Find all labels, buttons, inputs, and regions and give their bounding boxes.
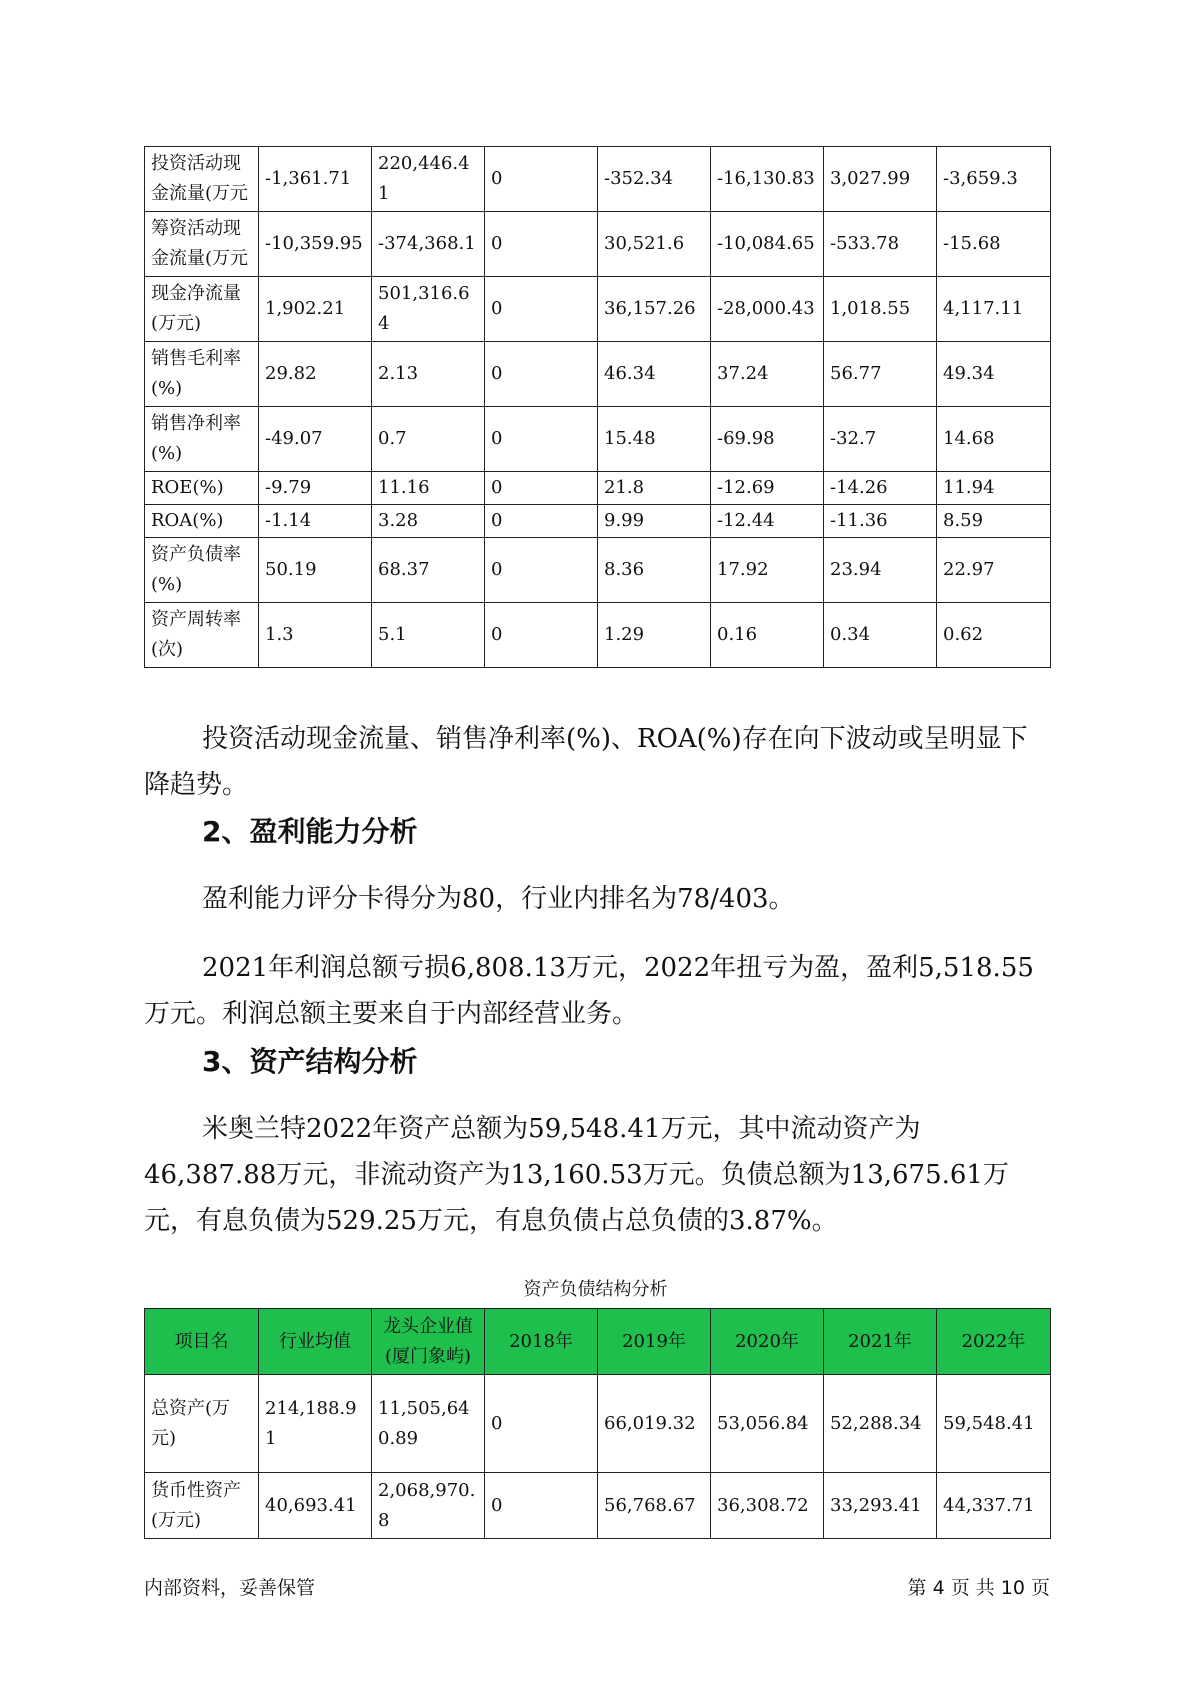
cell-2019: 46.34: [598, 342, 711, 407]
cell-2018: 0: [485, 277, 598, 342]
cell-2020: -28,000.43: [711, 277, 824, 342]
financial-indicators-table: [144, 146, 1051, 668]
cell-2020: 0.16: [711, 603, 824, 668]
table-row: [145, 212, 1051, 277]
cell-2022: 11.94: [937, 472, 1051, 505]
cell-2018: 0: [485, 538, 598, 603]
cell-industry-avg: -10,359.95: [259, 212, 372, 277]
cell-2021: -533.78: [824, 212, 937, 277]
cell-industry-avg: -49.07: [259, 407, 372, 472]
cell-2022: 59,548.41: [937, 1375, 1051, 1473]
table-row: [145, 1473, 1051, 1539]
profitability-score-paragraph: 盈利能力评分卡得分为80，行业内排名为78/403。: [202, 884, 795, 914]
cell-2019: 8.36: [598, 538, 711, 603]
cell-2021: 23.94: [824, 538, 937, 603]
header-2020: 2020年: [711, 1309, 824, 1375]
cell-2021: -11.36: [824, 505, 937, 538]
cell-leader: 11.16: [372, 472, 485, 505]
cell-2020: -16,130.83: [711, 147, 824, 212]
table-row: [145, 505, 1051, 538]
cell-2020: 17.92: [711, 538, 824, 603]
cell-2022: 14.68: [937, 407, 1051, 472]
cell-2019: 15.48: [598, 407, 711, 472]
cell-2019: 66,019.32: [598, 1375, 711, 1473]
cell-2022: 0.62: [937, 603, 1051, 668]
cell-2018: 0: [485, 147, 598, 212]
cell-2018: 0: [485, 342, 598, 407]
cell-2021: 0.34: [824, 603, 937, 668]
section-heading-profitability: 2、盈利能力分析: [202, 815, 418, 848]
table-header-row: [145, 1309, 1051, 1375]
cell-2021: -32.7: [824, 407, 937, 472]
cell-2019: 9.99: [598, 505, 711, 538]
table-row: [145, 1375, 1051, 1473]
cell-2021: 56.77: [824, 342, 937, 407]
cell-leader: 5.1: [372, 603, 485, 668]
cell-leader: 3.28: [372, 505, 485, 538]
table-row: [145, 277, 1051, 342]
table-row: [145, 147, 1051, 212]
cell-leader: -374,368.1: [372, 212, 485, 277]
header-2018: 2018年: [485, 1309, 598, 1375]
section-heading-asset-structure: 3、资产结构分析: [202, 1045, 418, 1078]
footer-page-number: 第 4 页 共 10 页: [907, 1577, 1050, 1599]
header-industry-avg: 行业均值: [259, 1309, 372, 1375]
cell-2021: 33,293.41: [824, 1473, 937, 1539]
cell-2019: 36,157.26: [598, 277, 711, 342]
cell-2020: 36,308.72: [711, 1473, 824, 1539]
cell-industry-avg: 214,188.91: [259, 1375, 372, 1473]
header-leader: 龙头企业值(厦门象屿): [372, 1309, 485, 1375]
cell-leader: 68.37: [372, 538, 485, 603]
row-label: 投资活动现金流量(万元: [145, 147, 259, 212]
cell-2018: 0: [485, 212, 598, 277]
table-row: [145, 472, 1051, 505]
table-row: [145, 603, 1051, 668]
cell-leader: 2.13: [372, 342, 485, 407]
row-label: 筹资活动现金流量(万元: [145, 212, 259, 277]
cell-2020: -12.44: [711, 505, 824, 538]
cell-2021: 1,018.55: [824, 277, 937, 342]
cell-2020: -10,084.65: [711, 212, 824, 277]
cell-2020: 37.24: [711, 342, 824, 407]
cell-2018: 0: [485, 1473, 598, 1539]
cell-industry-avg: 29.82: [259, 342, 372, 407]
cell-leader: 220,446.41: [372, 147, 485, 212]
table-caption: 资产负债结构分析: [523, 1279, 668, 1300]
row-label: 销售毛利率(%): [145, 342, 259, 407]
cell-industry-avg: -1,361.71: [259, 147, 372, 212]
cell-2019: 21.8: [598, 472, 711, 505]
cell-2018: 0: [485, 407, 598, 472]
table-row: [145, 407, 1051, 472]
profit-paragraph: 2021年利润总额亏损6,808.13万元，2022年扭亏为盈，盈利5,518.55万元。利润总额主要来自于内部经营业务。: [144, 953, 1034, 1029]
cell-2022: 4,117.11: [937, 277, 1051, 342]
cell-2018: 0: [485, 505, 598, 538]
cell-2022: 22.97: [937, 538, 1051, 603]
cell-industry-avg: -1.14: [259, 505, 372, 538]
asset-liability-table: [144, 1308, 1051, 1539]
trend-paragraph: 投资活动现金流量、销售净利率(%)、ROA(%)存在向下波动或呈明显下降趋势。: [144, 724, 1028, 800]
cell-2021: 52,288.34: [824, 1375, 937, 1473]
row-label: ROE(%): [145, 472, 259, 505]
footer-confidential: 内部资料，妥善保管: [144, 1577, 316, 1599]
cell-industry-avg: 1,902.21: [259, 277, 372, 342]
cell-2022: -3,659.3: [937, 147, 1051, 212]
cell-2022: -15.68: [937, 212, 1051, 277]
cell-leader: 2,068,970.8: [372, 1473, 485, 1539]
header-2021: 2021年: [824, 1309, 937, 1375]
row-label: ROA(%): [145, 505, 259, 538]
cell-2018: 0: [485, 603, 598, 668]
cell-leader: 0.7: [372, 407, 485, 472]
row-label: 销售净利率(%): [145, 407, 259, 472]
cell-2019: 30,521.6: [598, 212, 711, 277]
row-label: 货币性资产(万元): [145, 1473, 259, 1539]
cell-industry-avg: 40,693.41: [259, 1473, 372, 1539]
header-item-name: 项目名: [145, 1309, 259, 1375]
cell-industry-avg: -9.79: [259, 472, 372, 505]
cell-2018: 0: [485, 1375, 598, 1473]
cell-2019: -352.34: [598, 147, 711, 212]
cell-2018: 0: [485, 472, 598, 505]
row-label: 资产负债率(%): [145, 538, 259, 603]
cell-2020: -12.69: [711, 472, 824, 505]
cell-2019: 1.29: [598, 603, 711, 668]
cell-2020: -69.98: [711, 407, 824, 472]
cell-leader: 501,316.64: [372, 277, 485, 342]
cell-industry-avg: 50.19: [259, 538, 372, 603]
header-2022: 2022年: [937, 1309, 1051, 1375]
asset-structure-paragraph: 米奥兰特2022年资产总额为59,548.41万元，其中流动资产为46,387.88万元，非流动资产为13,160.53万元。负债总额为13,675.61万元，有息负债为529.25万元，有息负债占总负债的3.87%。: [144, 1114, 1009, 1236]
header-2019: 2019年: [598, 1309, 711, 1375]
cell-leader: 11,505,640.89: [372, 1375, 485, 1473]
table-row: [145, 342, 1051, 407]
cell-2020: 53,056.84: [711, 1375, 824, 1473]
cell-industry-avg: 1.3: [259, 603, 372, 668]
cell-2022: 49.34: [937, 342, 1051, 407]
cell-2022: 44,337.71: [937, 1473, 1051, 1539]
cell-2019: 56,768.67: [598, 1473, 711, 1539]
cell-2021: -14.26: [824, 472, 937, 505]
row-label: 现金净流量(万元): [145, 277, 259, 342]
cell-2021: 3,027.99: [824, 147, 937, 212]
cell-2022: 8.59: [937, 505, 1051, 538]
row-label: 总资产(万元): [145, 1375, 259, 1473]
table-row: [145, 538, 1051, 603]
row-label: 资产周转率(次): [145, 603, 259, 668]
